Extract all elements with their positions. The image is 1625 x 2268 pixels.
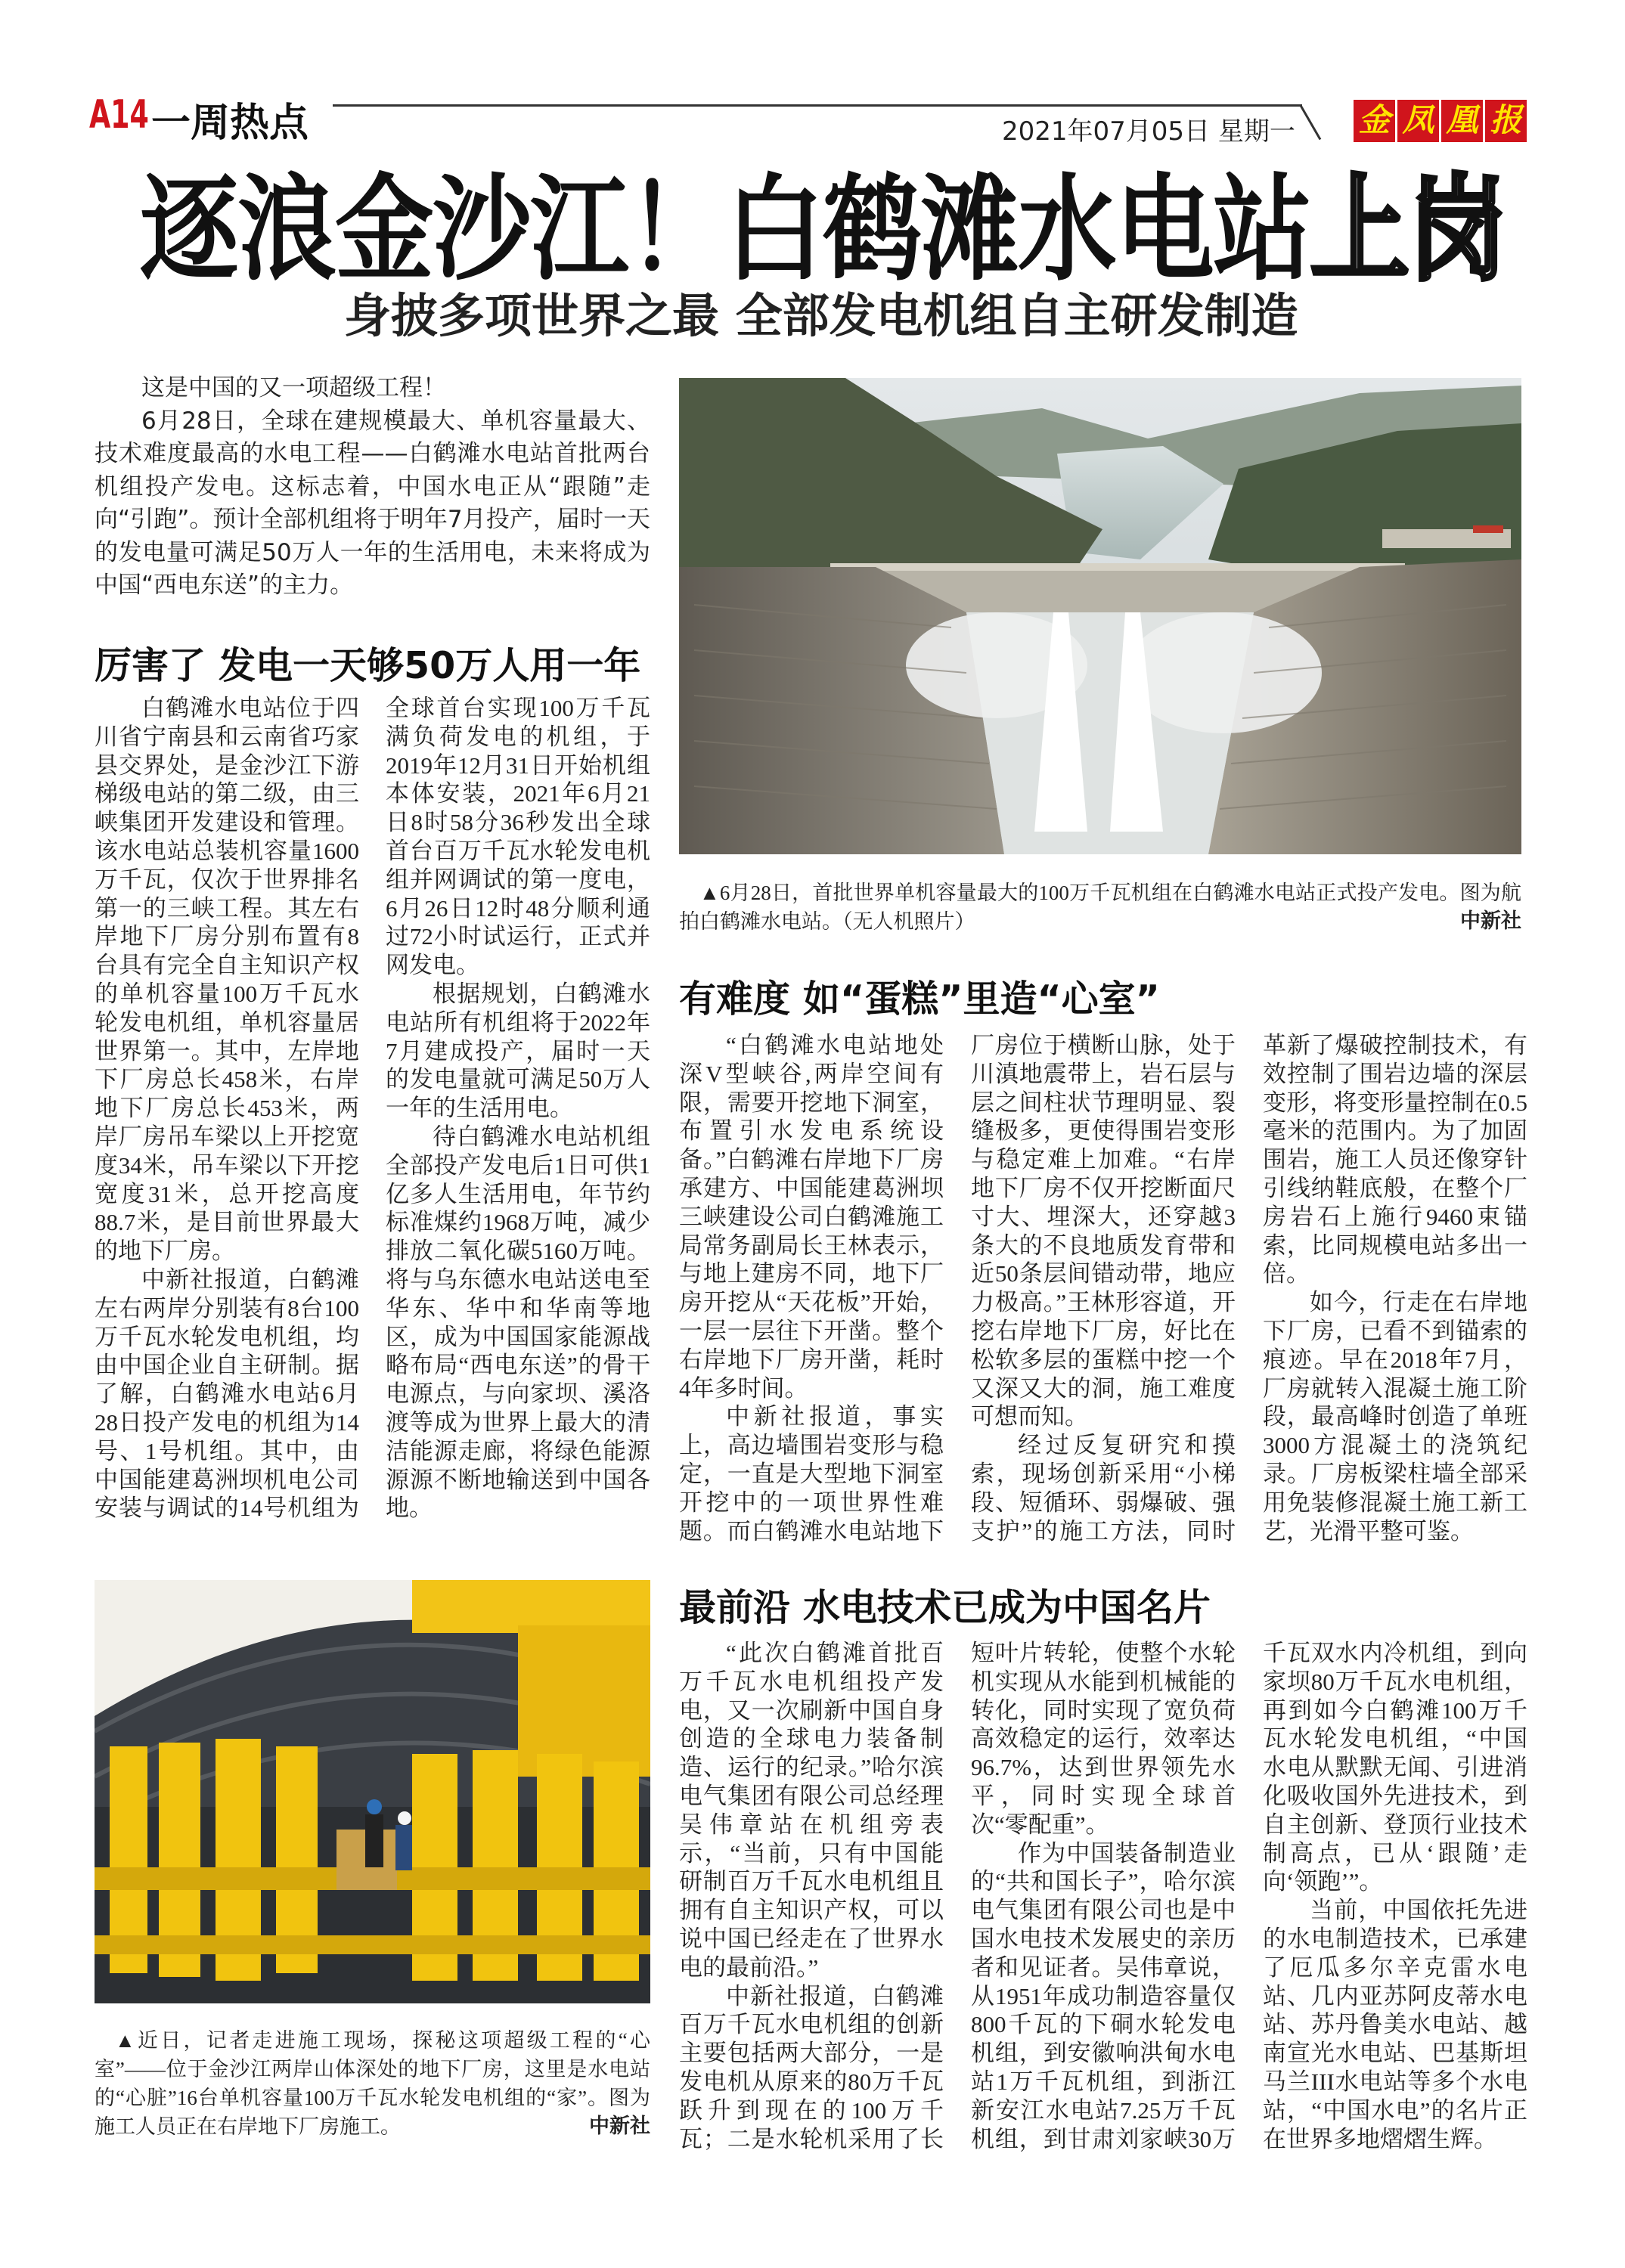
logo-char: 凰 bbox=[1441, 100, 1483, 142]
article3-paragraph: 中新社报道，白鹤滩百万千瓦水电机组的创新主要包括两大部分，一是发电机从原来的80万千瓦跃升到现在的100万千瓦；二是水轮机采用了长短叶片转轮，使整个水轮机实现从水能到机械能的转化，同时实现了宽负荷高效稳定的运行，效率达96.7%，达到世界领先水平，同时实现全球首次“零配重”。 bbox=[679, 1640, 1236, 2152]
article3-heading: 最前沿 水电技术已成为中国名片 bbox=[679, 1586, 1211, 1629]
newspaper-logo bbox=[1354, 100, 1527, 142]
article3-paragraph: 作为中国装备制造业的“共和国长子”，哈尔滨电气集团有限公司也是中国水电技术发展史的亲历者和见证者。吴伟章说，从1951年成功制造容量仅800千瓦的下硐水轮发电机组，到安徽响洪甸水电站1万千瓦机组，到浙江新安江水电站7.25万千瓦机组，到甘肃刘家峡30万千瓦双水内冷机组，到向家坝80万千瓦水电机组，再到如今白鹤滩100万千瓦水轮发电机组，“中国水电从默默无闻、引进消化吸收国外先进技术，到自主创新、登顶行业技术制高点，已从‘跟随’走向‘领跑’”。 bbox=[971, 1640, 1527, 2152]
photo2-caption-text: ▲近日，记者走进施工现场，探秘这项超级工程的“心室”——位于金沙江两岸山体深处的地下厂房，这里是水电站的“心脏”16台单机容量100万千瓦水轮发电机组的“家”。图为施工人员正在右岸地下厂房施工。 bbox=[95, 2029, 650, 2138]
article3-body bbox=[679, 1639, 1527, 2153]
article1-paragraph: 待白鹤滩水电站机组全部投产发电后1日可供1亿多人生活用电，年节约标准煤约1968万吨，减少排放二氧化碳5160万吨。将与乌东德水电站送电至华东、华中和华南等地区，成为中国国家能源战略布局“西电东送”的骨干电源点，与向家坝、溪洛渡等成为世界上最大的清洁能源走廊，将绿色能源源源不断地输送到中国各地。 bbox=[386, 1123, 650, 1522]
article2-paragraph: 中新社报道，事实上，高边墙围岩变形与稳定，一直是大型地下洞室开挖中的一项世界性难题。而白鹤滩水电站地下厂房位于横断山脉，处于川滇地震带上，岩石层与层之间柱状节理明显、裂缝极多，更使得围岩变形与稳定难上加难。“右岸地下厂房不仅开挖断面尺寸大、埋深大，还穿越3条大的不良地质发育带和近50条层间错动带，地应力极高。”王林形容道，开挖右岸地下厂房，好比在松软多层的蛋糕中挖一个又深又大的洞，施工难度可想而知。 bbox=[679, 1032, 1236, 1545]
photo1-caption-text: ▲6月28日，首批世界单机容量最大的100万千瓦机组在白鹤滩水电站正式投产发电。图为航拍白鹤滩水电站。（无人机照片） bbox=[679, 881, 1521, 933]
article3-paragraph: “此次白鹤滩首批百万千瓦水电机组投产发电，又一次刷新中国自身创造的全球电力装备制造、运行的纪录。”哈尔滨电气集团有限公司总经理吴伟章站在机组旁表示，“当前，只有中国能研制百万千瓦水电机组且拥有自主知识产权，可以说中国已经走在了世界水电的最前沿。” bbox=[679, 1640, 944, 1981]
page-number: A14 bbox=[89, 92, 149, 138]
powerhouse-construction-photo bbox=[95, 1580, 650, 2003]
dam-aerial-photo bbox=[679, 378, 1521, 854]
logo-char: 凤 bbox=[1397, 100, 1439, 142]
logo-char: 金 bbox=[1354, 100, 1395, 142]
article1-paragraph: 中新社报道，白鹤滩左右两岸分别装有8台100万千瓦水轮发电机组，均由中国企业自主研制。据了解，白鹤滩水电站6月28日投产发电的机组为14号、1号机组。其中，由中国能建葛洲坝机电公司安装与调试的14号机组为全球首台实现100万千瓦满负荷发电的机组，于2019年12月31日开始机组本体安装，2021年6月21日8时58分36秒发出全球首台百万千瓦水轮发电机组并网调试的第一度电，6月26日12时48分顺利通过72小时试运行，正式并网发电。 bbox=[95, 695, 650, 1522]
article1-body bbox=[95, 694, 650, 1523]
intro-paragraph: 这是中国的又一项超级工程！ bbox=[141, 374, 446, 401]
subheadline: 身披多项世界之最 全部发电机组自主研发制造 bbox=[344, 288, 1298, 343]
header-rule bbox=[333, 104, 1302, 107]
article2-paragraph: “白鹤滩水电站地处深V型峡谷,两岸空间有限，需要开挖地下洞室，布置引水发电系统设备。”白鹤滩右岸地下厂房承建方、中国能建葛洲坝三峡建设公司白鹤滩施工局常务副局长王林表示，与地上建房不同，地下厂房开挖从“天花板”开始，一层一层往下开凿。整个右岸地下厂房开凿，耗时4年多时间。 bbox=[679, 1032, 944, 1402]
headline-text: 逐浪金沙江！白鹤滩水电站 bbox=[140, 163, 1310, 296]
intro-lede bbox=[95, 372, 650, 603]
article2-body bbox=[679, 1031, 1527, 1545]
photo1-credit: 中新社 bbox=[1460, 909, 1521, 933]
intro-paragraph: 6月28日，全球在建规模最大、单机容量最大、技术难度最高的水电工程——白鹤滩水电站首批两台机组投产发电。这标志着，中国水电正从“跟随”走向“引跑”。预计全部机组将于明年7月投产，届时一天的发电量可满足50万人一年的生活用电，未来将成为中国“西电东送”的主力。 bbox=[95, 407, 650, 599]
photo1-caption bbox=[679, 878, 1521, 936]
article1-paragraph: 根据规划，白鹤滩水电站所有机组将于2022年7月建成投产，届时一天的发电量就可满足50万人一年的生活用电。 bbox=[386, 980, 650, 1122]
header-rule-diagonal bbox=[1300, 105, 1322, 141]
article1-paragraph: 白鹤滩水电站位于四川省宁南县和云南省巧家县交界处，是金沙江下游梯级电站的第二级，由三峡集团开发建设和管理。该水电站总装机容量1600万千瓦，仅次于世界排名第一的三峡工程。其左右岸地下厂房分别布置有8台具有完全自主知识产权的单机容量100万千瓦水轮发电机组，单机容量居世界第一。其中，左岸地下厂房总长458米，右岸地下厂房总长453米，两岸厂房吊车梁以上开挖宽度34米，吊车梁以下开挖宽度31米，总开挖高度88.7米，是目前世界最大的地下厂房。 bbox=[95, 695, 359, 1265]
article2-heading: 有难度 如“蛋糕”里造“心室” bbox=[679, 978, 1160, 1021]
logo-char: 报 bbox=[1485, 100, 1527, 142]
article1-heading: 厉害了 发电一天够50万人用一年 bbox=[95, 644, 641, 687]
photo2-caption bbox=[95, 2026, 650, 2141]
article3-paragraph: 当前，中国依托先进的水电制造技术，已承建了厄瓜多尔辛克雷水电站、几内亚苏阿皮蒂水电站、苏丹鲁美水电站、越南宣光水电站、巴基斯坦马兰III水电站等多个水电站，“中国水电”的名片正在世界多地熠熠生辉。 bbox=[1263, 1897, 1527, 2152]
article2-paragraph: 经过反复研究和摸索，现场创新采用“小梯段、短循环、弱爆破、强支护”的施工方法，同时革新了爆破控制技术，有效控制了围岩边墙的深层变形，将变形量控制在0.5毫米的范围内。为了加固围岩，施工人员还像穿针引线纳鞋底般，在整个厂房岩石上施行9460束锚索，比同规模电站多出一倍。 bbox=[971, 1032, 1527, 1545]
photo2-credit: 中新社 bbox=[589, 2115, 650, 2138]
article2-paragraph: 如今，行走在右岸地下厂房，已看不到锚索的痕迹。早在2018年7月，厂房就转入混凝土施工阶段，最高峰时创造了单班3000方混凝土的浇筑纪录。厂房板梁柱墙全部采用免装修混凝土施工新工艺，光滑平整可鉴。 bbox=[1263, 1289, 1527, 1545]
headline-outline-text: 上岗 bbox=[1310, 163, 1506, 296]
section-title: 一周热点 bbox=[151, 101, 309, 146]
issue-date: 2021年07月05日 星期一 bbox=[1002, 116, 1295, 147]
